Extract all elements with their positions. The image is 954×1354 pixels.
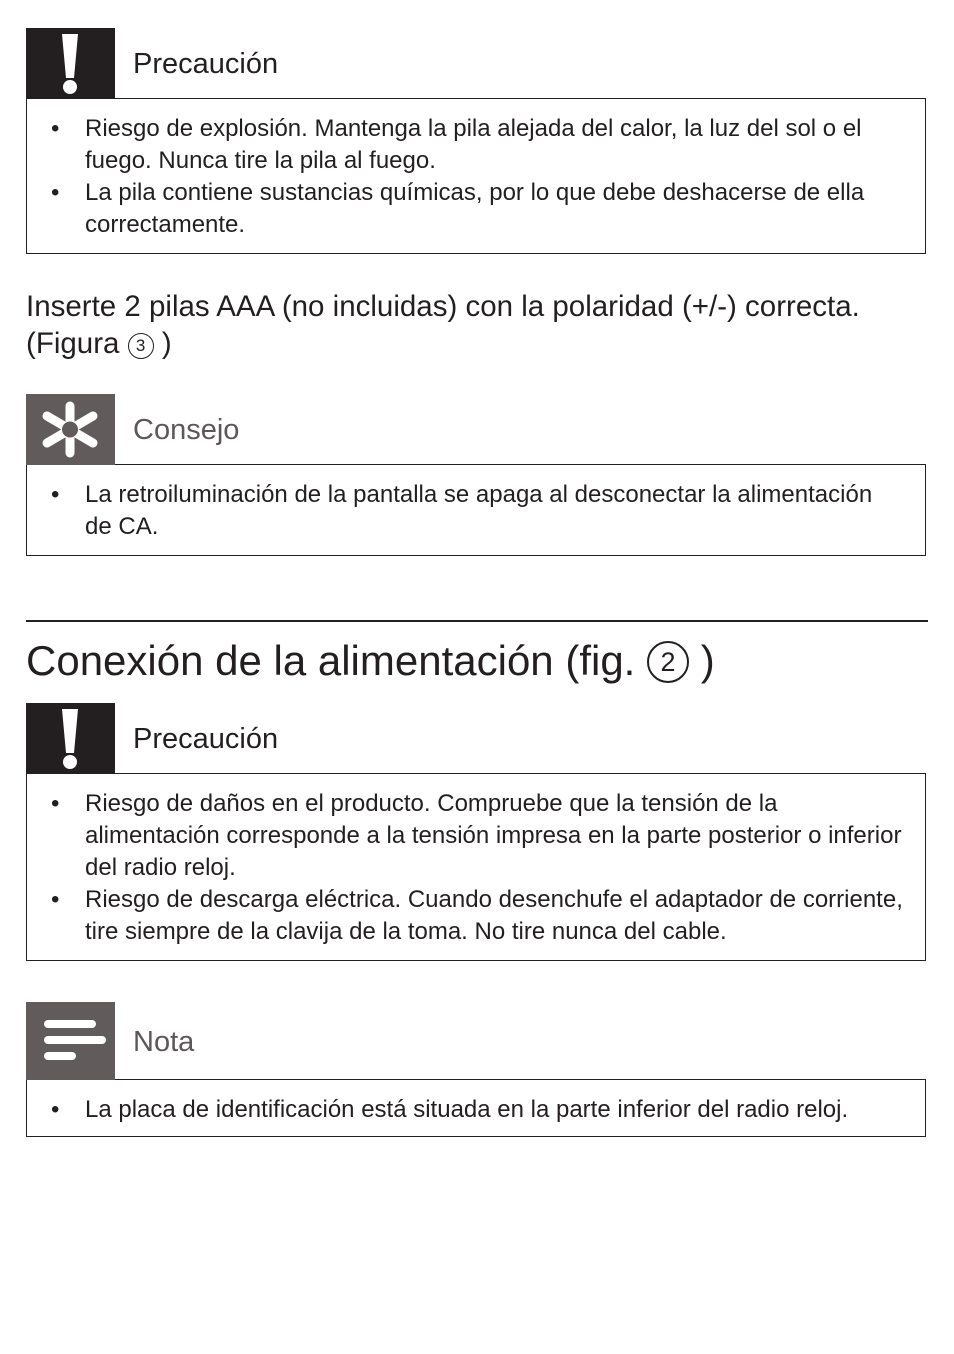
tip-body <box>26 464 926 556</box>
list-item: • Riesgo de explosión. Mantenga la pila alejada del calor, la luz del sol o el fuego. Nunca tire la pila al fuego. <box>47 113 905 177</box>
section-title: Conexión de la alimentación (fig. <box>26 637 636 684</box>
note-header <box>26 1002 926 1080</box>
caution-box-power <box>26 703 926 961</box>
section-divider <box>26 620 928 622</box>
tip-header <box>26 394 926 465</box>
list-item: • La pila contiene sustancias químicas, por lo que debe deshacerse de ella correctamente. <box>47 177 905 241</box>
exclamation-icon <box>26 28 115 99</box>
caution-title: Precaución <box>133 723 279 755</box>
note-title: Nota <box>133 1026 195 1058</box>
asterisk-icon <box>26 394 115 465</box>
instruction-closing: ) <box>161 327 172 360</box>
list-item: • La placa de identificación está situada en la parte inferior del radio reloj. <box>47 1094 905 1126</box>
note-body <box>26 1079 926 1137</box>
caution-body <box>26 773 926 961</box>
caution-list <box>47 788 905 948</box>
tip-title: Consejo <box>133 414 240 446</box>
note-box <box>26 1002 926 1137</box>
list-item: • La retroiluminación de la pantalla se apaga al desconectar la alimentación de CA. <box>47 479 905 543</box>
note-lines-icon <box>26 1002 115 1080</box>
instruction-text: Inserte 2 pilas AAA (no incluidas) con la polaridad (+/-) correcta. (Figura <box>26 290 860 360</box>
exclamation-icon <box>26 703 115 774</box>
list-item: • Riesgo de daños en el producto. Compruebe que la tensión de la alimentación corresponde a la tensión impresa en la parte posterior o inferior del radio reloj. <box>47 788 905 884</box>
section-heading <box>26 634 926 688</box>
caution-list <box>47 113 905 241</box>
section-closing: ) <box>700 637 715 684</box>
figure-number-badge: 3 <box>128 333 154 359</box>
battery-instruction <box>26 288 926 362</box>
tip-box <box>26 394 926 556</box>
caution-title: Precaución <box>133 48 279 80</box>
caution-box-battery <box>26 28 926 254</box>
list-item: • Riesgo de descarga eléctrica. Cuando desenchufe el adaptador de corriente, tire siempre de la clavija de la toma. No tire nunca del cable. <box>47 884 905 948</box>
figure-number-badge: 2 <box>647 641 689 683</box>
tip-list <box>47 479 905 543</box>
caution-header <box>26 28 926 99</box>
note-list <box>47 1094 905 1126</box>
caution-header <box>26 703 926 774</box>
caution-body <box>26 98 926 254</box>
